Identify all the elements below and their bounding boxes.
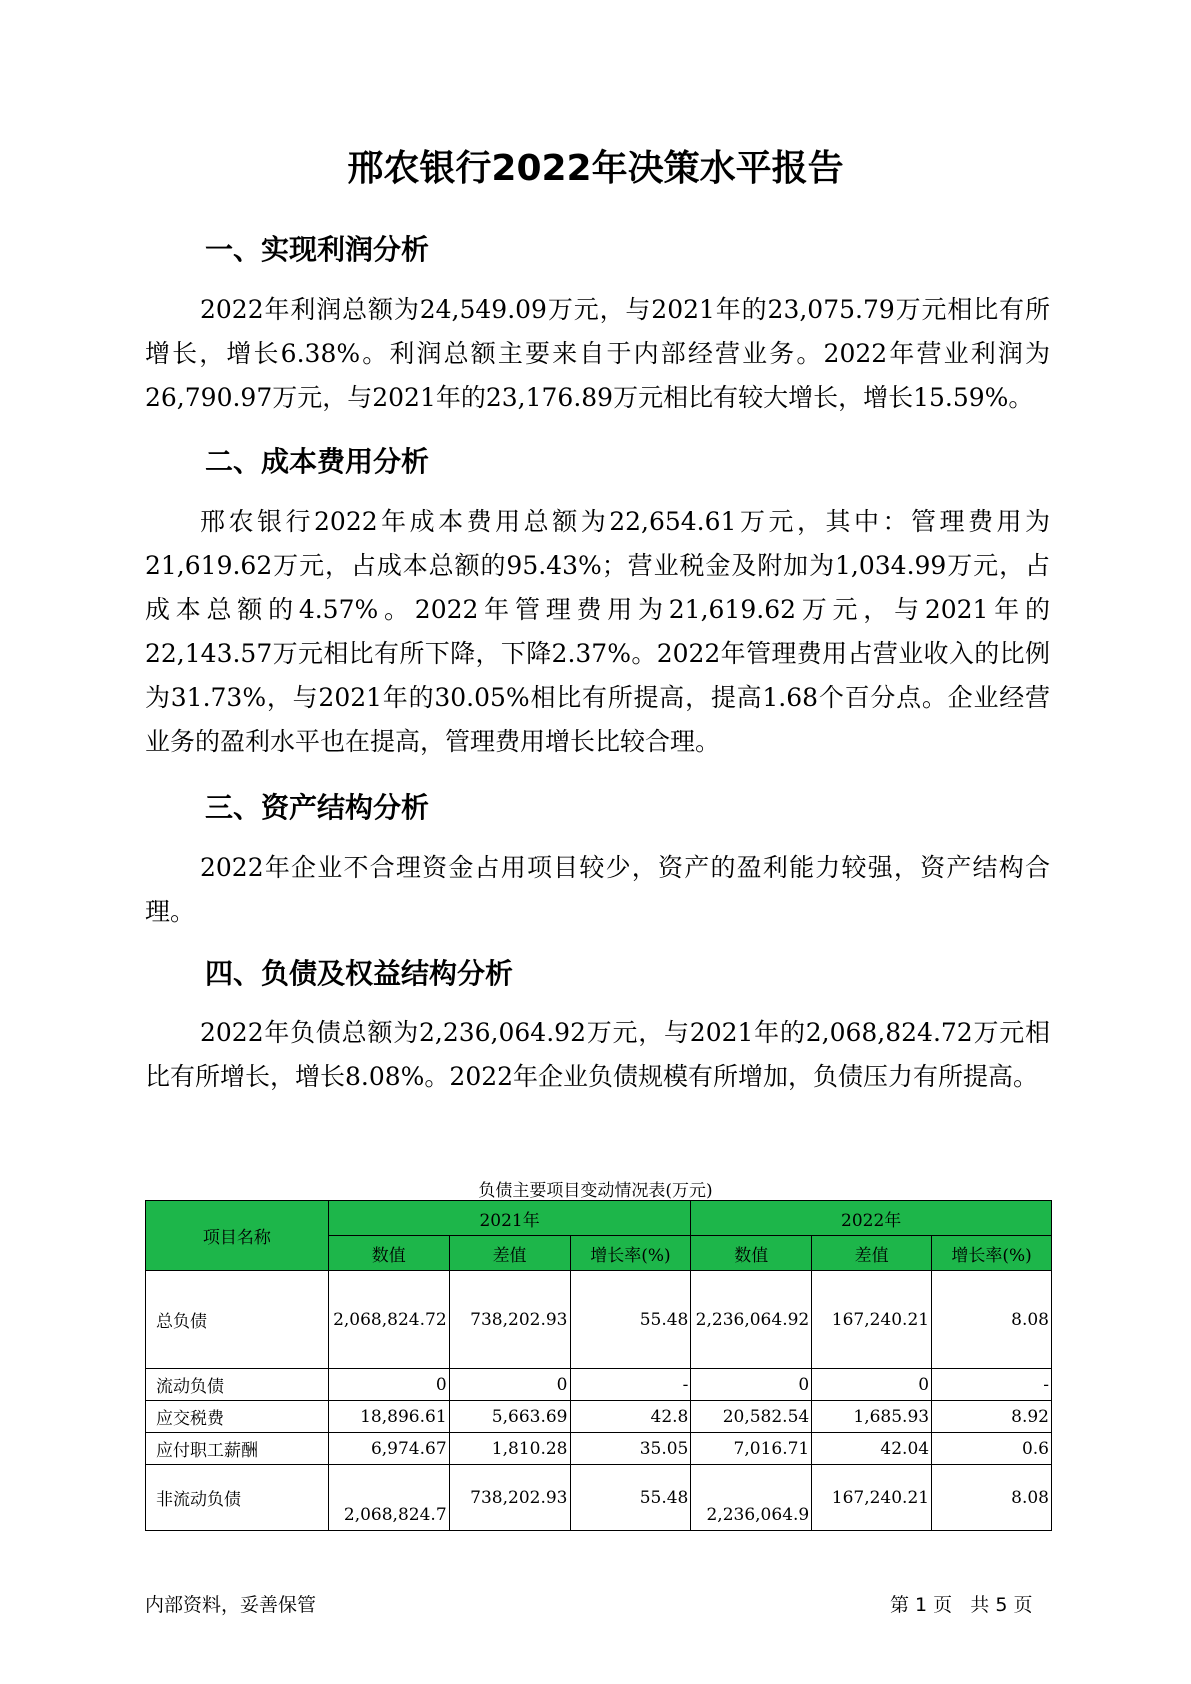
row-label: 总负债: [146, 1271, 329, 1369]
cell-growth-2021: 42.8: [570, 1401, 691, 1433]
footer-confidential-note: 内部资料，妥善保管: [145, 1594, 317, 1616]
table-row: [146, 1369, 1052, 1401]
header-growth-2022: 增长率(%): [932, 1236, 1052, 1271]
cell-diff-2021: 5,663.69: [449, 1401, 570, 1433]
table-row: [146, 1271, 1052, 1369]
cell-value-2022: 7,016.71: [691, 1433, 812, 1465]
cell-value-2021: 2,068,824.7: [328, 1465, 449, 1531]
section-paragraph-assets: 2022年企业不合理资金占用项目较少，资产的盈利能力较强，资产结构合理。: [145, 853, 1050, 926]
cell-diff-2022: 167,240.21: [812, 1465, 932, 1531]
cell-diff-2022: 0: [812, 1369, 932, 1401]
table-row: [146, 1401, 1052, 1433]
table-row: [146, 1465, 1052, 1531]
cell-diff-2021: 738,202.93: [449, 1465, 570, 1531]
header-diff-2021: 差值: [449, 1236, 570, 1271]
row-label: 流动负债: [146, 1369, 329, 1401]
cell-value-2022: 0: [691, 1369, 812, 1401]
header-value-2022: 数值: [691, 1236, 812, 1271]
cell-value-2021: 2,068,824.72: [328, 1271, 449, 1369]
cell-value-2022: 2,236,064.9: [691, 1465, 812, 1531]
section-paragraph-liabilities: 2022年负债总额为2,236,064.92万元，与2021年的2,068,824.72万元相比有所增长，增长8.08%。2022年企业负债规模有所增加，负债压力有所提高。: [145, 1018, 1050, 1091]
cell-growth-2022: 8.08: [932, 1271, 1052, 1369]
table-row: [146, 1433, 1052, 1465]
cell-diff-2022: 1,685.93: [812, 1401, 932, 1433]
row-label: 应付职工薪酬: [146, 1433, 329, 1465]
footer-page-number: 第 1 页 共 5 页: [890, 1594, 1033, 1616]
section-heading-profit: 一、实现利润分析: [205, 233, 430, 266]
cell-value-2021: 6,974.67: [328, 1433, 449, 1465]
cell-value-2021: 18,896.61: [328, 1401, 449, 1433]
cell-growth-2022: -: [932, 1369, 1052, 1401]
cell-value-2022: 2,236,064.92: [691, 1271, 812, 1369]
section-heading-assets: 三、资产结构分析: [205, 791, 430, 824]
row-label: 应交税费: [146, 1401, 329, 1433]
cell-growth-2021: 35.05: [570, 1433, 691, 1465]
liabilities-table: [145, 1200, 1052, 1531]
row-label: 非流动负债: [146, 1465, 329, 1531]
cell-growth-2022: 0.6: [932, 1433, 1052, 1465]
cell-diff-2021: 1,810.28: [449, 1433, 570, 1465]
cell-diff-2022: 167,240.21: [812, 1271, 932, 1369]
table-caption: 负债主要项目变动情况表(万元): [478, 1181, 713, 1201]
section-paragraph-profit: 2022年利润总额为24,549.09万元，与2021年的23,075.79万元相比有所增长，增长6.38%。利润总额主要来自于内部经营业务。2022年营业利润为26,790.97万元，与2021年的23,176.89万元相比有较大增长，增长15.59%。: [145, 295, 1050, 412]
header-growth-2021: 增长率(%): [570, 1236, 691, 1271]
cell-growth-2022: 8.08: [932, 1465, 1052, 1531]
cell-diff-2021: 0: [449, 1369, 570, 1401]
cell-diff-2022: 42.04: [812, 1433, 932, 1465]
cell-growth-2021: -: [570, 1369, 691, 1401]
section-heading-liabilities: 四、负债及权益结构分析: [205, 957, 514, 990]
header-value-2021: 数值: [328, 1236, 449, 1271]
cell-diff-2021: 738,202.93: [449, 1271, 570, 1369]
section-heading-cost: 二、成本费用分析: [205, 445, 430, 478]
header-diff-2022: 差值: [812, 1236, 932, 1271]
section-paragraph-cost: 邢农银行2022年成本费用总额为22,654.61万元，其中：管理费用为21,619.62万元，占成本总额的95.43%；营业税金及附加为1,034.99万元，占成本总额的4.57%。2022年管理费用为21,619.62万元，与2021年的22,143.57万元相比有所下降，下降2.37%。2022年管理费用占营业收入的比例为31.73%，与2021年的30.05%相比有所提高，提高1.68个百分点。企业经营业务的盈利水平也在提高，管理费用增长比较合理。: [145, 507, 1050, 756]
page-title: 邢农银行2022年决策水平报告: [347, 148, 844, 189]
cell-growth-2022: 8.92: [932, 1401, 1052, 1433]
cell-value-2021: 0: [328, 1369, 449, 1401]
header-item-name: 项目名称: [146, 1201, 329, 1271]
header-year-2022: 2022年: [691, 1201, 1052, 1236]
header-year-2021: 2021年: [328, 1201, 691, 1236]
cell-value-2022: 20,582.54: [691, 1401, 812, 1433]
cell-growth-2021: 55.48: [570, 1271, 691, 1369]
cell-growth-2021: 55.48: [570, 1465, 691, 1531]
